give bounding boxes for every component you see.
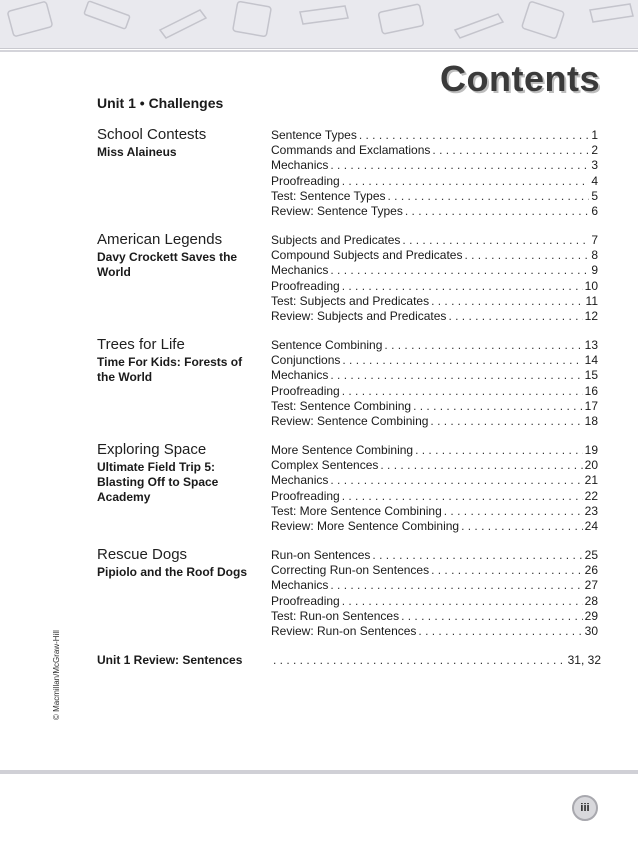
toc-entry[interactable] bbox=[271, 504, 598, 519]
entry-name: Mechanics bbox=[271, 578, 329, 593]
section-title: Exploring Space bbox=[97, 441, 207, 458]
entry-list bbox=[271, 548, 598, 639]
toc-entry[interactable] bbox=[271, 609, 598, 624]
entry-name: Test: More Sentence Combining bbox=[271, 503, 442, 518]
section-title: School Contests bbox=[97, 126, 207, 143]
entry-page: 30 bbox=[584, 623, 598, 638]
toc-entry[interactable] bbox=[271, 128, 598, 143]
toc-entry[interactable] bbox=[271, 338, 598, 353]
toc-entry[interactable] bbox=[271, 233, 598, 248]
section-title: Rescue Dogs bbox=[97, 546, 188, 563]
page-number-badge: iii bbox=[572, 795, 598, 821]
entry-name: Compound Subjects and Predicates bbox=[271, 248, 463, 263]
section-title: American Legends bbox=[97, 231, 223, 248]
toc-entry[interactable] bbox=[271, 443, 598, 458]
entry-name: Mechanics bbox=[271, 473, 329, 488]
entry-page: 7 bbox=[591, 233, 598, 247]
unit-review-entry bbox=[273, 653, 601, 667]
entry-name: Conjunctions bbox=[271, 353, 341, 368]
entry-name: Proofreading bbox=[271, 278, 340, 293]
entry-page: 10 bbox=[584, 278, 598, 293]
entry-name: Proofreading bbox=[271, 488, 340, 503]
footer-divider bbox=[0, 770, 638, 774]
toc-entry[interactable] bbox=[271, 414, 598, 429]
entry-page: 22 bbox=[584, 488, 598, 503]
entry-page: 26 bbox=[584, 563, 598, 578]
toc-entry[interactable] bbox=[271, 458, 598, 473]
entry-name: Test: Sentence Combining bbox=[271, 398, 412, 413]
entry-name: Review: Sentence Combining bbox=[271, 413, 429, 428]
entry-page: 3 bbox=[591, 158, 598, 173]
toc-entry[interactable] bbox=[271, 309, 598, 324]
toc-entry[interactable] bbox=[271, 473, 598, 488]
entry-page: 6 bbox=[591, 203, 598, 218]
toc-entry[interactable] bbox=[271, 248, 598, 263]
toc-entry[interactable] bbox=[271, 294, 598, 309]
entry-page: 20 bbox=[584, 458, 598, 473]
entry-page: 19 bbox=[584, 443, 598, 457]
unit-review-row[interactable] bbox=[97, 653, 601, 669]
entry-name: Commands and Exclamations bbox=[271, 143, 431, 158]
page-title: Contents bbox=[440, 58, 600, 99]
unit-review-pages: 31, 32 bbox=[567, 653, 601, 667]
entry-page: 4 bbox=[591, 173, 598, 188]
entry-name: Sentence Combining bbox=[271, 338, 383, 352]
toc-entry[interactable] bbox=[271, 263, 598, 278]
banner-divider bbox=[0, 50, 638, 52]
entry-page: 15 bbox=[584, 368, 598, 383]
entry-name: Test: Run-on Sentences bbox=[271, 608, 400, 623]
entry-name: Proofreading bbox=[271, 383, 340, 398]
unit-review-label: Unit 1 Review: Sentences bbox=[97, 653, 243, 667]
entry-name: Review: Run-on Sentences bbox=[271, 623, 417, 638]
entry-name: Run-on Sentences bbox=[271, 548, 371, 562]
entry-name: Test: Sentence Types bbox=[271, 188, 386, 203]
toc-entry[interactable] bbox=[271, 578, 598, 593]
toc-entry[interactable] bbox=[271, 189, 598, 204]
entry-page: 2 bbox=[591, 143, 598, 158]
section-subtitle: Pipiolo and the Roof Dogs bbox=[97, 565, 247, 579]
entry-page: 29 bbox=[584, 608, 598, 623]
entry-name: Test: Subjects and Predicates bbox=[271, 293, 430, 308]
entry-page: 17 bbox=[584, 398, 598, 413]
entry-page: 11 bbox=[585, 293, 598, 308]
entry-page: 23 bbox=[584, 503, 598, 518]
toc-entry[interactable] bbox=[271, 174, 598, 189]
toc-entry[interactable] bbox=[271, 368, 598, 383]
entry-page: 12 bbox=[584, 308, 598, 323]
section-subtitle: Davy Crockett Saves the World bbox=[97, 250, 238, 279]
entry-name: Subjects and Predicates bbox=[271, 233, 401, 247]
toc-entry[interactable] bbox=[271, 384, 598, 399]
entry-page: 24 bbox=[584, 518, 598, 533]
entry-name: Correcting Run-on Sentences bbox=[271, 563, 430, 578]
entry-page: 5 bbox=[591, 188, 598, 203]
entry-name: Sentence Types bbox=[271, 128, 357, 142]
entry-list bbox=[271, 338, 598, 429]
entry-page: 8 bbox=[591, 248, 598, 263]
toc-entry[interactable] bbox=[271, 353, 598, 368]
section-subtitle: Ultimate Field Trip 5: Blasting Off to Space Academy bbox=[97, 460, 219, 504]
entry-page: 25 bbox=[584, 548, 598, 562]
toc-entry[interactable] bbox=[271, 624, 598, 639]
entry-name: Mechanics bbox=[271, 263, 329, 278]
entry-page: 14 bbox=[584, 353, 598, 368]
entry-page: 16 bbox=[584, 383, 598, 398]
section-subtitle: Time For Kids: Forests of the World bbox=[97, 355, 243, 384]
toc-entry[interactable] bbox=[271, 594, 598, 609]
entry-name: Mechanics bbox=[271, 158, 329, 173]
entry-name: Complex Sentences bbox=[271, 458, 379, 473]
toc-entry[interactable] bbox=[271, 279, 598, 294]
entry-name: Mechanics bbox=[271, 368, 329, 383]
toc-entry[interactable] bbox=[271, 519, 598, 534]
entry-page: 27 bbox=[584, 578, 598, 593]
entry-page: 18 bbox=[584, 413, 598, 428]
entry-name: Review: Subjects and Predicates bbox=[271, 308, 447, 323]
unit-heading: Unit 1 • Challenges bbox=[97, 95, 224, 111]
toc-entry[interactable] bbox=[271, 489, 598, 504]
entry-list bbox=[271, 128, 598, 219]
section-subtitle: Miss Alaineus bbox=[97, 145, 177, 159]
entry-name: More Sentence Combining bbox=[271, 443, 414, 457]
entry-page: 13 bbox=[584, 338, 598, 352]
entry-list bbox=[271, 233, 598, 324]
entry-name: Review: Sentence Types bbox=[271, 203, 403, 218]
toc-entry[interactable] bbox=[271, 143, 598, 158]
section-title: Trees for Life bbox=[97, 336, 185, 353]
entry-name: Proofreading bbox=[271, 593, 340, 608]
entry-page: 21 bbox=[584, 473, 598, 488]
entry-list bbox=[271, 443, 598, 534]
entry-page: 28 bbox=[584, 593, 598, 608]
entry-name: Review: More Sentence Combining bbox=[271, 518, 460, 533]
entry-name: Proofreading bbox=[271, 173, 340, 188]
school-supplies-pattern-icon bbox=[0, 0, 638, 48]
toc-entry[interactable] bbox=[271, 158, 598, 173]
toc-entry[interactable] bbox=[271, 204, 598, 219]
toc-entry[interactable] bbox=[271, 563, 598, 578]
toc-entry[interactable] bbox=[271, 548, 598, 563]
entry-page: 9 bbox=[591, 263, 598, 278]
toc-entry[interactable] bbox=[271, 399, 598, 414]
entry-page: 1 bbox=[591, 128, 598, 142]
decorative-banner bbox=[0, 0, 638, 49]
copyright-notice: © Macmillan/McGraw-Hill bbox=[52, 630, 61, 720]
